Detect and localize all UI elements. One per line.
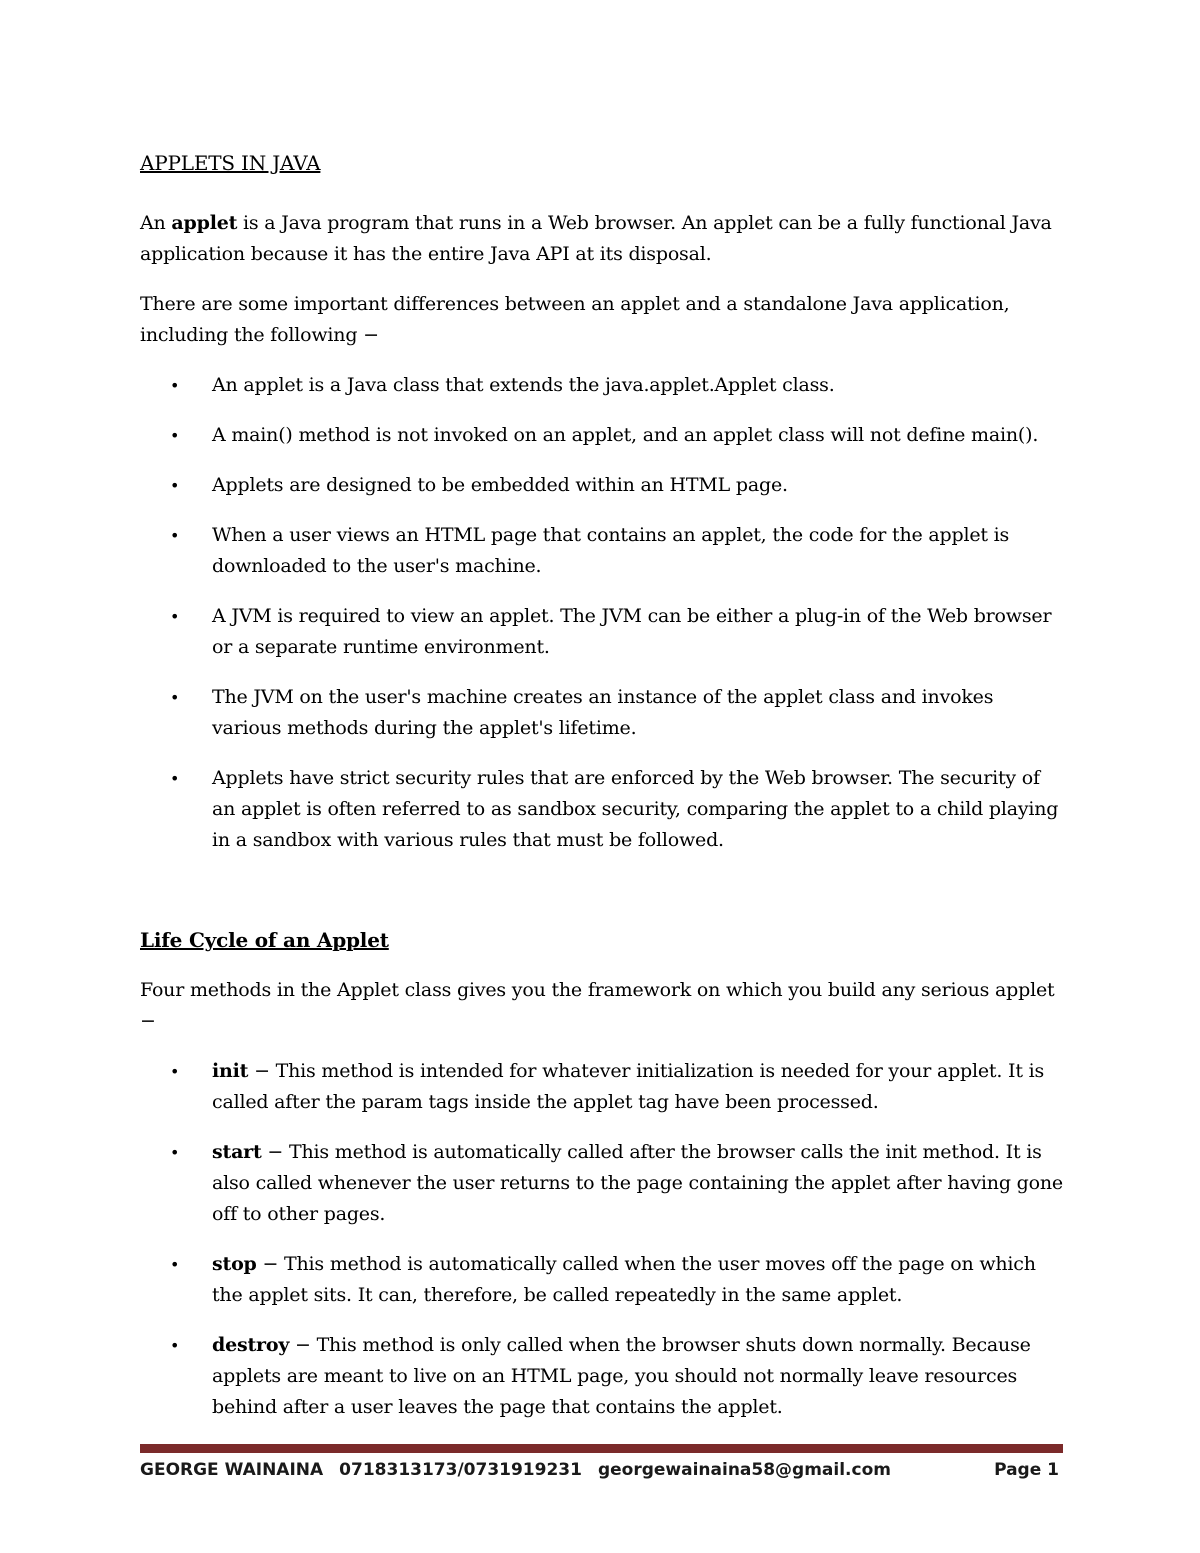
list-item — [140, 601, 1065, 663]
list-item-text: The JVM on the user's machine creates an instance of the applet class and invokes various methods during the applet's lifetime. — [212, 686, 994, 739]
bullet-icon: • — [170, 376, 180, 395]
method-description: − This method is automatically called after the browser calls the init method. It is also called whenever the user returns to the page containing the applet after having gone off to other pages. — [212, 1141, 1063, 1225]
bullet-icon: • — [170, 426, 180, 445]
method-name: start — [212, 1141, 262, 1163]
list-item — [140, 470, 1065, 501]
bullet-icon: • — [170, 1062, 180, 1081]
bullet-icon: • — [170, 526, 180, 545]
list-item — [140, 682, 1065, 744]
footer-author: GEORGE WAINAINA — [140, 1460, 324, 1480]
list-item-init — [140, 1056, 1065, 1118]
document-body — [140, 148, 1065, 1442]
list-item — [140, 420, 1065, 451]
footer-divider — [140, 1444, 1063, 1453]
list-item — [140, 520, 1065, 582]
page-number: Page 1 — [994, 1460, 1059, 1480]
intro-bold-term: applet — [171, 212, 238, 234]
method-name: destroy — [212, 1334, 290, 1356]
list-item-text: An applet is a Java class that extends the java.applet.Applet class. — [212, 374, 835, 396]
list-item-text: Applets have strict security rules that are enforced by the Web browser. The security of an applet is often referred to as sandbox security, comparing the applet to a child playing in a sandbox with various rules that must be followed. — [212, 767, 1059, 851]
differences-list — [140, 370, 1065, 856]
method-name: stop — [212, 1253, 257, 1275]
footer-email: georgewainaina58@gmail.com — [597, 1460, 891, 1480]
list-item — [140, 370, 1065, 401]
lifecycle-intro: Four methods in the Applet class gives you the framework on which you build any serious applet − — [140, 979, 1055, 1032]
list-item-text: A JVM is required to view an applet. The JVM can be either a plug-in of the Web browser or a separate runtime environment. — [212, 605, 1052, 658]
footer-contact — [140, 1455, 1063, 1485]
intro-rest: is a Java program that runs in a Web browser. An applet can be a fully functional Java application because it has the entire Java API at its disposal. — [140, 212, 1052, 265]
footer-phones: 0718313173/0731919231 — [339, 1460, 582, 1480]
lifecycle-heading: Life Cycle of an Applet — [140, 928, 389, 952]
list-item-text: When a user views an HTML page that contains an applet, the code for the applet is downloaded to the user's machine. — [212, 524, 1010, 577]
list-item — [140, 763, 1065, 856]
page-footer — [140, 1455, 1063, 1485]
differences-intro: There are some important differences between an applet and a standalone Java application, including the following − — [140, 293, 1010, 346]
intro-lead: An — [140, 212, 172, 234]
list-item-text: Applets are designed to be embedded within an HTML page. — [212, 474, 788, 496]
method-description: − This method is intended for whatever initialization is needed for your applet. It is called after the param tags inside the applet tag have been processed. — [212, 1060, 1045, 1113]
intro-paragraph — [140, 208, 1065, 270]
section-spacer — [140, 875, 1065, 925]
bullet-icon: • — [170, 607, 180, 626]
bullet-icon: • — [170, 1255, 180, 1274]
list-item-stop — [140, 1249, 1065, 1311]
lifecycle-methods-list — [140, 1056, 1065, 1423]
page-title: APPLETS IN JAVA — [140, 151, 321, 175]
list-item-destroy — [140, 1330, 1065, 1423]
bullet-icon: • — [170, 688, 180, 707]
method-name: init — [212, 1060, 249, 1082]
bullet-icon: • — [170, 769, 180, 788]
list-item-start — [140, 1137, 1065, 1230]
method-description: − This method is only called when the browser shuts down normally. Because applets are meant to live on an HTML page, you should not normally leave resources behind after a user leaves the page that contains the applet. — [212, 1334, 1031, 1418]
method-description: − This method is automatically called when the user moves off the page on which the applet sits. It can, therefore, be called repeatedly in the same applet. — [212, 1253, 1036, 1306]
bullet-icon: • — [170, 476, 180, 495]
bullet-icon: • — [170, 1143, 180, 1162]
list-item-text: A main() method is not invoked on an applet, and an applet class will not define main(). — [212, 424, 1039, 446]
bullet-icon: • — [170, 1336, 180, 1355]
